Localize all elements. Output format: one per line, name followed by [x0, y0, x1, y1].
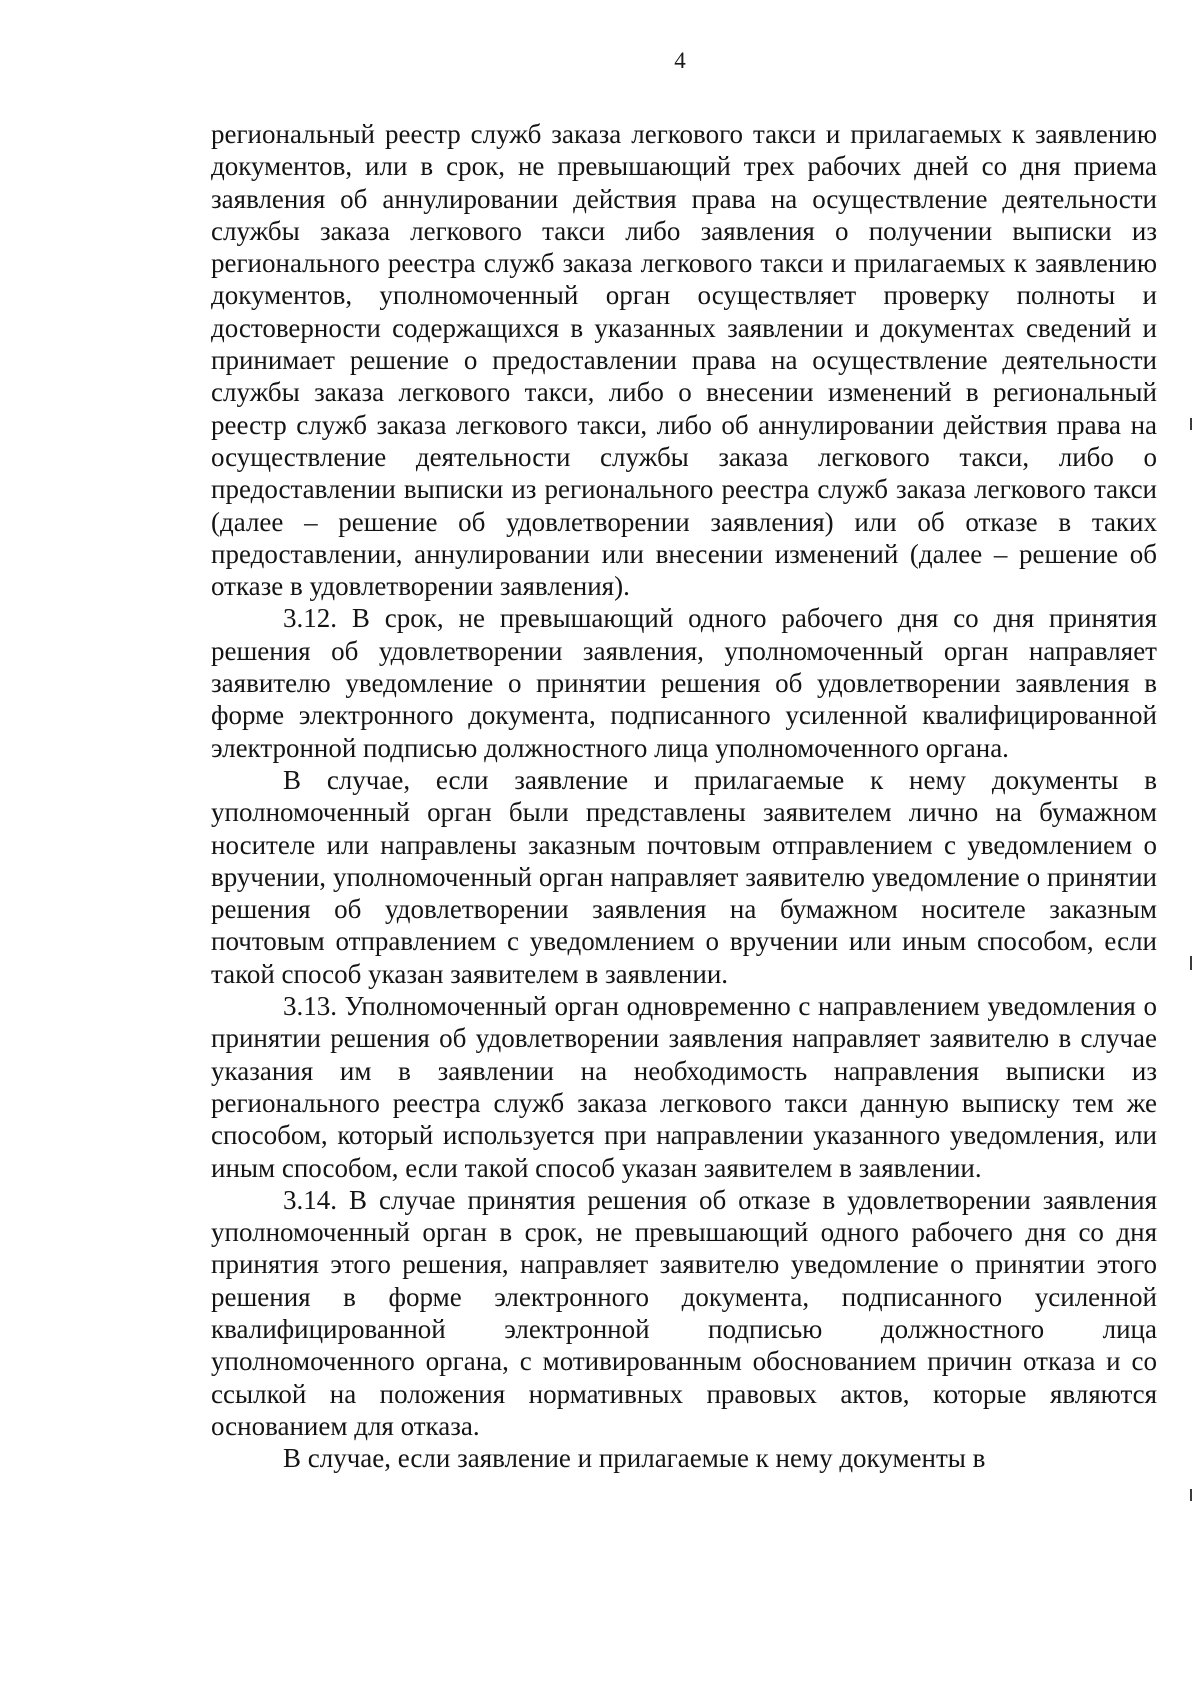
scan-artifact [1190, 418, 1192, 430]
scan-artifact [1190, 956, 1192, 970]
document-body [211, 118, 1157, 1474]
paragraph-continuation: региональный реестр служб заказа легкового такси и прилагаемых к заявлению документов, или в срок, не превышающий трех рабочих дней со дня приема заявления об аннулировании действия права на осуществление деятельности службы заказа легкового такси либо заявления о получении выписки из регионального реестра служб заказа легкового такси и прилагаемых к заявлению документов, уполномоченный орган осуществляет проверку полноты и достоверности содержащихся в указанных заявлении и документах сведений и принимает решение о предоставлении права на осуществление деятельности службы заказа легкового такси, либо о внесении изменений в региональный реестр служб заказа легкового такси, либо об аннулировании действия права на осуществление деятельности службы заказа легкового такси, либо о предоставлении выписки из регионального реестра служб заказа легкового такси (далее – решение об удовлетворении заявления) или об отказе в таких предоставлении, аннулировании или внесении изменений (далее – решение об отказе в удовлетворении заявления). [211, 119, 1157, 602]
paragraph-3-13: 3.13. Уполномоченный орган одновременно с направлением уведомления о принятии решения об удовлетворении заявления направляет заявителю в случае указания им в заявлении на необходимость направления выписки из регионального реестра служб заказа легкового такси данную выписку тем же способом, который используется при направлении указанного уведомления, или иным способом, если такой способ указан заявителем в заявлении. [211, 991, 1157, 1183]
paragraph-3-12-paper-case: В случае, если заявление и прилагаемые к нему документы в уполномоченный орган были представлены заявителем лично на бумажном носителе или направлены заказным почтовым отправлением с уведомлением о вручении, уполномоченный орган направляет заявителю уведомление о принятии решения об удовлетворении заявления на бумажном носителе заказным почтовым отправлением с уведомлением о вручении или иным способом, если такой способ указан заявителем в заявлении. [211, 764, 1157, 989]
paragraph-3-14: 3.14. В случае принятия решения об отказе в удовлетворении заявления уполномоченный орган в срок, не превышающий одного рабочего дня со дня принятия этого решения, направляет заявителю уведомление о принятии этого решения в форме электронного документа, подписанного усиленной квалифицированной электронной подписью должностного лица уполномоченного органа, с мотивированным обоснованием причин отказа и со ссылкой на положения нормативных правовых актов, которые являются основанием для отказа. [211, 1184, 1157, 1441]
paragraph-3-12: 3.12. В срок, не превышающий одного рабочего дня со дня принятия решения об удовлетворении заявления, уполномоченный орган направляет заявителю уведомление о принятии решения об удовлетворении заявления в форме электронного документа, подписанного усиленной квалифицированной электронной подписью должностного лица уполномоченного органа. [211, 603, 1157, 763]
page-number: 4 [674, 48, 686, 73]
scan-artifact [1190, 1489, 1192, 1501]
paragraph-3-14-paper-case: В случае, если заявление и прилагаемые к нему документы в [283, 1443, 986, 1474]
